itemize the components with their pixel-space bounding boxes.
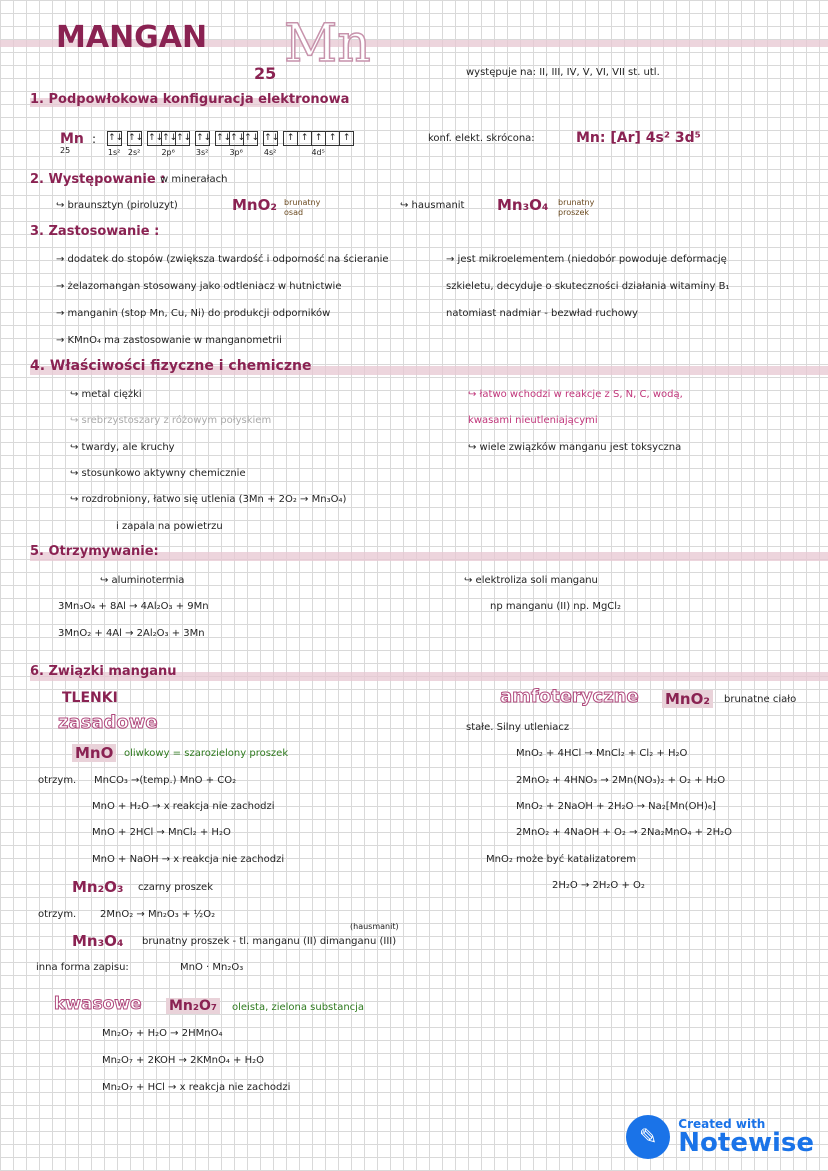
mno2-desc-2: stałe. Silny utleniacz: [466, 722, 570, 733]
mno2-desc: brunatne ciało: [724, 694, 797, 705]
mno-formula: MnO: [72, 744, 116, 762]
mn2o3-otrzym-label: otrzym.: [38, 909, 77, 920]
mineral-2-formula: Mn₃O₄: [497, 196, 549, 214]
mineral-1-desc: brunatny osad: [284, 198, 321, 217]
orbital-box: ↑↓: [107, 131, 122, 146]
orbital-box: ↑↓: [195, 131, 210, 146]
orbital-label: 2s²: [127, 148, 141, 157]
method-right-sub: np manganu (II) np. MgCl₂: [490, 601, 622, 612]
method-left-eq-2: 3MnO₂ + 4Al → 2Al₂O₃ + 3Mn: [58, 628, 205, 639]
orbital-label: 4d⁵: [311, 148, 325, 157]
mno-otrzym-eq: MnCO₃ →(temp.) MnO + CO₂: [94, 775, 237, 786]
amphoteric-oxides-label: amfoteryczne: [500, 686, 639, 707]
property-left-3: ↪ twardy, ale kruchy: [70, 442, 175, 453]
orbital-box: ↑↓: [215, 131, 230, 146]
orbital-box: ↑↓: [147, 131, 162, 146]
alt-form-formula: MnO · Mn₂O₃: [180, 962, 244, 973]
orbital-label: 3s²: [195, 148, 209, 157]
config-row: Mn : ↑↓ 1s² ↑↓ 2s² ↑↓↑↓↑↓ 2p⁶ ↑↓ 3s² ↑↓↑↓↑↓ 3p⁶ ↑↓ 4s² ↑ ↑ ↑ ↑ ↑ 4d⁵: [60, 128, 359, 157]
mineral-1-formula: MnO₂: [232, 196, 277, 214]
property-right-1: ↪ łatwo wchodzi w reakcje z S, N, C, wodą,: [468, 389, 683, 400]
usage-right-2: szkieletu, decyduje o skuteczności działania witaminy B₁: [446, 281, 730, 292]
property-left-4: ↪ stosunkowo aktywny chemicznie: [70, 468, 246, 479]
alt-form-label: inna forma zapisu:: [36, 962, 129, 973]
property-right-2: kwasami nieutleniającymi: [468, 415, 598, 426]
orbital-label: 2p⁶: [161, 148, 175, 157]
mineral-2-desc: brunatny proszek: [558, 198, 595, 217]
mineral-2-name: ↪ hausmanit: [400, 200, 465, 211]
mn2o3-desc: czarny proszek: [138, 882, 214, 893]
orbital-group: [195, 128, 212, 157]
mn3o4-formula: Mn₃O₄: [72, 932, 124, 950]
orbital-diagram: [107, 128, 359, 157]
method-left-eq-1: 3Mn₃O₄ + 8Al → 4Al₂O₃ + 9Mn: [58, 601, 209, 612]
pencil-icon: ✎: [626, 1115, 670, 1159]
section-5-heading: 5. Otrzymywanie:: [30, 544, 159, 559]
mno2-reaction-3: MnO₂ + 2NaOH + 2H₂O → Na₂[Mn(OH)₆]: [516, 801, 716, 812]
oxides-title: TLENKI: [62, 690, 118, 706]
orbital-label: 1s²: [107, 148, 121, 157]
orbital-box: ↑: [311, 131, 326, 146]
orbital-box: ↑↓: [175, 131, 190, 146]
mn2o3-formula: Mn₂O₃: [72, 878, 124, 896]
orbital-label: 4s²: [263, 148, 277, 157]
section-4-heading: 4. Właściwości fizyczne i chemiczne: [30, 358, 312, 374]
orbital-box: ↑↓: [263, 131, 278, 146]
orbital-box: ↑↓: [243, 131, 258, 146]
orbital-group: [263, 128, 280, 157]
orbital-group: [215, 128, 260, 157]
element-symbol: Mn: [284, 14, 371, 74]
section-2-sub: w minerałach: [160, 174, 228, 185]
usage-left-2: → żelazomangan stosowany jako odtleniacz w hutnictwie: [56, 281, 342, 292]
page-title: MANGAN: [56, 20, 208, 55]
catalyst-equation: 2H₂O → 2H₂O + O₂: [552, 880, 645, 891]
mno2-reaction-2: 2MnO₂ + 4HNO₃ → 2Mn(NO₃)₂ + O₂ + H₂O: [516, 775, 726, 786]
mn2o7-reaction-1: Mn₂O₇ + H₂O → 2HMnO₄: [102, 1028, 223, 1039]
orbital-group: [127, 128, 144, 157]
orbital-group: [107, 128, 124, 157]
orbital-group: [147, 128, 192, 157]
section-1-heading: 1. Podpowłokowa konfiguracja elektronowa: [30, 92, 350, 107]
config-element: Mn: [60, 131, 84, 147]
badge-brand-text: Notewise: [678, 1128, 814, 1158]
orbital-box: ↑↓: [127, 131, 142, 146]
orbital-box: ↑: [283, 131, 298, 146]
orbital-box: ↑↓: [161, 131, 176, 146]
badge-small-text: Created with: [678, 1117, 766, 1131]
basic-oxides-label: zasadowe: [58, 712, 158, 733]
mno-reaction-1: MnO + H₂O → x reakcja nie zachodzi: [92, 801, 275, 812]
property-left-6: i zapala na powietrzu: [116, 521, 223, 532]
mno-desc: oliwkowy = szarozielony proszek: [124, 748, 289, 759]
property-left-2: ↪ srebrzystoszary z różowym połyskiem: [70, 415, 272, 426]
mn3o4-desc: brunatny proszek - tl. manganu (II) dimanganu (III): [142, 936, 397, 947]
section-6-heading: 6. Związki manganu: [30, 664, 177, 679]
section-3-heading: 3. Zastosowanie :: [30, 224, 160, 239]
property-left-5: ↪ rozdrobniony, łatwo się utlenia (3Mn + 2O₂ → Mn₃O₄): [70, 494, 347, 505]
mn2o7-reaction-3: Mn₂O₇ + HCl → x reakcja nie zachodzi: [102, 1082, 291, 1093]
oxidation-states: występuje na: II, III, IV, V, VI, VII st. utl.: [466, 67, 660, 78]
method-left-title: ↪ aluminotermia: [100, 575, 185, 586]
usage-right-1: → jest mikroelementem (niedobór powoduje deformację: [446, 254, 727, 265]
orbital-box: ↑↓: [229, 131, 244, 146]
notewise-badge: [626, 1115, 814, 1159]
orbital-box: ↑: [339, 131, 354, 146]
usage-left-3: → manganin (stop Mn, Cu, Ni) do produkcji odporników: [56, 308, 331, 319]
mn2o7-reaction-2: Mn₂O₇ + 2KOH → 2KMnO₄ + H₂O: [102, 1055, 264, 1066]
short-config-formula: Mn: [Ar] 4s² 3d⁵: [576, 130, 701, 146]
mn2o7-formula: Mn₂O₇: [166, 998, 220, 1014]
usage-right-3: natomiast nadmiar - bezwład ruchowy: [446, 308, 638, 319]
short-config-label: konf. elekt. skrócona:: [428, 133, 535, 144]
mno2-formula: MnO₂: [662, 690, 713, 708]
property-left-1: ↪ metal ciężki: [70, 389, 142, 400]
mno-otrzym-label: otrzym.: [38, 775, 77, 786]
mineral-1-name: ↪ braunsztyn (piroluzyt): [56, 200, 178, 211]
mno2-reaction-1: MnO₂ + 4HCl → MnCl₂ + Cl₂ + H₂O: [516, 748, 688, 759]
mn2o7-desc: oleista, zielona substancja: [232, 1002, 365, 1013]
orbital-label: 3p⁶: [229, 148, 243, 157]
orbital-group: [283, 128, 353, 157]
orbital-box: ↑: [325, 131, 340, 146]
hausmanit-note: (hausmanit): [350, 922, 399, 931]
mn2o3-otrzym-eq: 2MnO₂ → Mn₂O₃ + ½O₂: [100, 909, 216, 920]
atomic-number: 25: [254, 64, 277, 83]
mno2-reaction-4: 2MnO₂ + 4NaOH + O₂ → 2Na₂MnO₄ + 2H₂O: [516, 827, 732, 838]
mno-reaction-2: MnO + 2HCl → MnCl₂ + H₂O: [92, 827, 231, 838]
section-2-heading: 2. Występowanie :: [30, 172, 166, 187]
catalyst-note: MnO₂ może być katalizatorem: [486, 854, 636, 865]
usage-left-4: → KMnO₄ ma zastosowanie w manganometrii: [56, 335, 282, 346]
property-right-3: ↪ wiele związków manganu jest toksyczna: [468, 442, 682, 453]
acidic-oxides-label: kwasowe: [54, 994, 142, 1014]
usage-left-1: → dodatek do stopów (zwiększa twardość i odporność na ścieranie: [56, 254, 389, 265]
orbital-box: ↑: [297, 131, 312, 146]
mno-reaction-3: MnO + NaOH → x reakcja nie zachodzi: [92, 854, 285, 865]
method-right-title: ↪ elektroliza soli manganu: [464, 575, 598, 586]
config-subscript: 25: [60, 146, 71, 155]
